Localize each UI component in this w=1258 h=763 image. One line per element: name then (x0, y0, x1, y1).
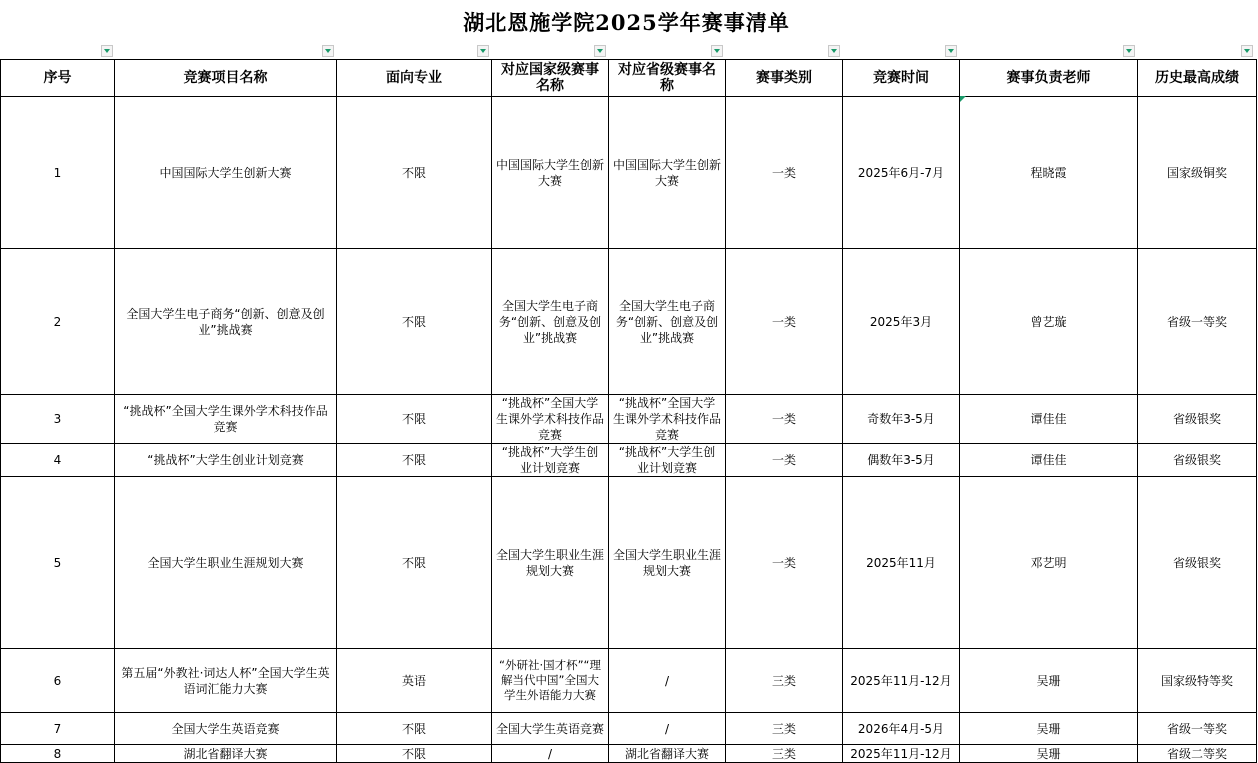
table-cell[interactable]: “挑战杯”大学生创业计划竞赛 (492, 444, 609, 477)
table-cell[interactable]: 全国大学生英语竞赛 (492, 713, 609, 745)
table-cell[interactable]: 1 (1, 97, 115, 249)
table-cell[interactable]: 湖北省翻译大赛 (609, 745, 726, 763)
table-cell[interactable]: 2 (1, 249, 115, 395)
header-cell[interactable]: 赛事负责老师 (960, 60, 1138, 97)
filter-row (0, 44, 1258, 59)
table-cell[interactable]: 中国国际大学生创新大赛 (115, 97, 337, 249)
table-row (1, 745, 1257, 763)
header-cell[interactable]: 对应国家级赛事名称 (492, 60, 609, 97)
filter-dropdown-icon[interactable] (322, 45, 334, 57)
table-cell[interactable]: 省级一等奖 (1138, 249, 1257, 395)
table-cell[interactable]: 中国国际大学生创新大赛 (609, 97, 726, 249)
table-cell[interactable]: 第五届“外教社·词达人杯”全国大学生英语词汇能力大赛 (115, 649, 337, 713)
table-row (1, 649, 1257, 713)
table-cell[interactable]: 不限 (337, 395, 492, 444)
table-cell[interactable]: 国家级铜奖 (1138, 97, 1257, 249)
table-row (1, 97, 1257, 249)
table-cell[interactable]: 8 (1, 745, 115, 763)
filter-dropdown-icon[interactable] (101, 45, 113, 57)
table-cell[interactable]: “外研社·国才杯”“理解当代中国”全国大学生外语能力大赛 (492, 649, 609, 713)
table-cell[interactable]: 一类 (726, 477, 843, 649)
table-cell[interactable]: 曾艺璇 (960, 249, 1138, 395)
table-cell[interactable]: 全国大学生电子商务“创新、创意及创业”挑战赛 (115, 249, 337, 395)
table-row (1, 713, 1257, 745)
header-cell[interactable]: 对应省级赛事名称 (609, 60, 726, 97)
table-cell[interactable]: 吴珊 (960, 713, 1138, 745)
filter-dropdown-icon[interactable] (1241, 45, 1253, 57)
header-cell[interactable]: 竞赛时间 (843, 60, 960, 97)
header-row (1, 60, 1257, 97)
table-cell[interactable]: 2025年11月-12月 (843, 649, 960, 713)
table-cell[interactable]: 全国大学生电子商务“创新、创意及创业”挑战赛 (492, 249, 609, 395)
filter-dropdown-icon[interactable] (477, 45, 489, 57)
table-cell[interactable]: 三类 (726, 649, 843, 713)
table-cell[interactable]: 不限 (337, 97, 492, 249)
table-row (1, 249, 1257, 395)
table-cell[interactable]: 全国大学生英语竞赛 (115, 713, 337, 745)
table-cell[interactable]: 2025年11月 (843, 477, 960, 649)
table-cell[interactable]: 2026年4月-5月 (843, 713, 960, 745)
header-cell[interactable]: 赛事类别 (726, 60, 843, 97)
table-cell[interactable]: 4 (1, 444, 115, 477)
table-cell[interactable]: 谭佳佳 (960, 444, 1138, 477)
sheet-title: 湖北恩施学院2025学年赛事清单 (463, 10, 790, 35)
table-cell[interactable]: “挑战杯”大学生创业计划竞赛 (115, 444, 337, 477)
table-row (1, 444, 1257, 477)
table-cell[interactable]: 偶数年3-5月 (843, 444, 960, 477)
table-cell[interactable]: 程晓霞 (960, 97, 1138, 249)
table-cell[interactable]: 全国大学生电子商务“创新、创意及创业”挑战赛 (609, 249, 726, 395)
table-cell[interactable]: 中国国际大学生创新大赛 (492, 97, 609, 249)
table-cell[interactable]: 三类 (726, 745, 843, 763)
table-cell[interactable]: / (609, 713, 726, 745)
table-cell[interactable]: 不限 (337, 745, 492, 763)
table-cell[interactable]: 谭佳佳 (960, 395, 1138, 444)
table-cell[interactable]: 2025年11月-12月 (843, 745, 960, 763)
table-cell[interactable]: 一类 (726, 249, 843, 395)
filter-dropdown-icon[interactable] (1123, 45, 1135, 57)
header-cell[interactable]: 序号 (1, 60, 115, 97)
table-cell[interactable]: 不限 (337, 713, 492, 745)
table-cell[interactable]: / (492, 745, 609, 763)
table-cell[interactable]: 一类 (726, 395, 843, 444)
table-cell[interactable]: “挑战杯”全国大学生课外学术科技作品竞赛 (609, 395, 726, 444)
filter-dropdown-icon[interactable] (945, 45, 957, 57)
header-cell[interactable]: 面向专业 (337, 60, 492, 97)
table-cell[interactable]: 全国大学生职业生涯规划大赛 (115, 477, 337, 649)
filter-dropdown-icon[interactable] (594, 45, 606, 57)
header-cell[interactable]: 竞赛项目名称 (115, 60, 337, 97)
table-cell[interactable]: “挑战杯”大学生创业计划竞赛 (609, 444, 726, 477)
table-cell[interactable]: 5 (1, 477, 115, 649)
table-cell[interactable]: 省级二等奖 (1138, 745, 1257, 763)
table-cell[interactable]: 吴珊 (960, 649, 1138, 713)
table-cell[interactable]: 2025年6月-7月 (843, 97, 960, 249)
competition-table (0, 59, 1257, 763)
table-cell[interactable]: “挑战杯”全国大学生课外学术科技作品竞赛 (492, 395, 609, 444)
table-cell[interactable]: 不限 (337, 444, 492, 477)
filter-dropdown-icon[interactable] (711, 45, 723, 57)
table-row (1, 395, 1257, 444)
filter-dropdown-icon[interactable] (828, 45, 840, 57)
table-cell[interactable]: 湖北省翻译大赛 (115, 745, 337, 763)
table-cell[interactable]: 2025年3月 (843, 249, 960, 395)
table-row (1, 477, 1257, 649)
table-cell[interactable]: 三类 (726, 713, 843, 745)
table-cell[interactable]: 省级一等奖 (1138, 713, 1257, 745)
table-cell[interactable]: 不限 (337, 477, 492, 649)
table-cell[interactable]: 不限 (337, 249, 492, 395)
table-cell[interactable]: 邓艺明 (960, 477, 1138, 649)
table-cell[interactable]: 全国大学生职业生涯规划大赛 (609, 477, 726, 649)
table-cell[interactable]: 全国大学生职业生涯规划大赛 (492, 477, 609, 649)
table-cell[interactable]: / (609, 649, 726, 713)
table-cell[interactable]: 一类 (726, 444, 843, 477)
table-cell[interactable]: 6 (1, 649, 115, 713)
cell-comment-marker-icon (960, 96, 966, 102)
table-cell[interactable]: 3 (1, 395, 115, 444)
table-cell[interactable]: 奇数年3-5月 (843, 395, 960, 444)
table-cell[interactable]: 一类 (726, 97, 843, 249)
table-cell[interactable]: 7 (1, 713, 115, 745)
table-cell[interactable]: 省级银奖 (1138, 477, 1257, 649)
table-cell[interactable]: 省级银奖 (1138, 444, 1257, 477)
table-cell[interactable]: 吴珊 (960, 745, 1138, 763)
table-cell[interactable]: 英语 (337, 649, 492, 713)
header-cell[interactable]: 历史最高成绩 (1138, 60, 1257, 97)
table-cell[interactable]: 省级银奖 (1138, 395, 1257, 444)
table-cell[interactable]: “挑战杯”全国大学生课外学术科技作品竞赛 (115, 395, 337, 444)
table-cell[interactable]: 国家级特等奖 (1138, 649, 1257, 713)
